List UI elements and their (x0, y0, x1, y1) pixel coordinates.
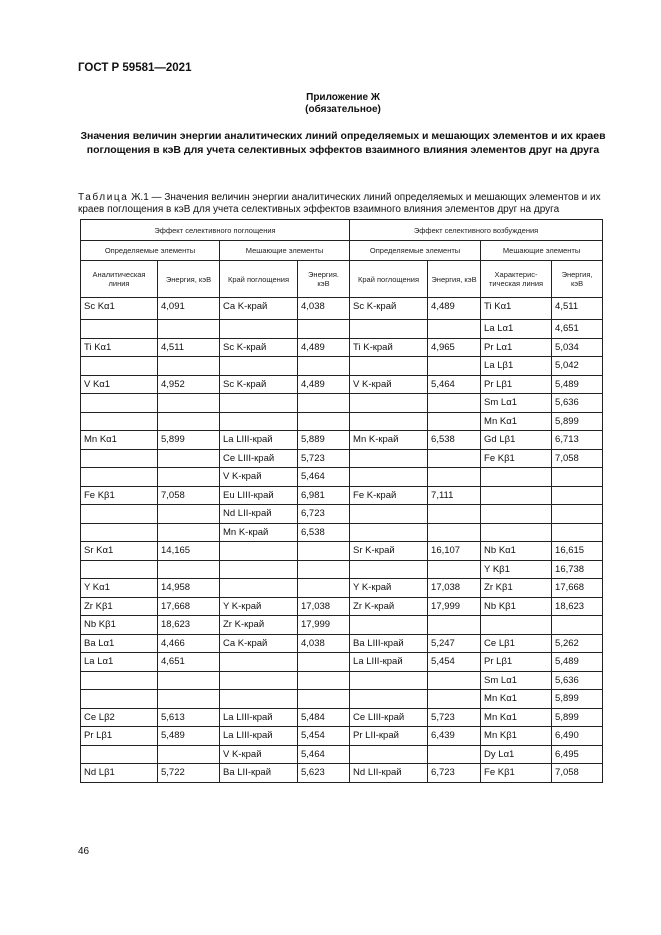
table-cell (158, 505, 220, 524)
subheader-interfering: Мешающие элементы (481, 241, 603, 261)
table-row (81, 338, 603, 357)
table-row (81, 412, 603, 431)
table-cell (298, 320, 350, 339)
table-row (81, 320, 603, 339)
table-cell: Sc K-край (220, 338, 298, 357)
table-cell (350, 690, 428, 709)
table-cell: 5,722 (158, 764, 220, 783)
group-header-absorption: Эффект селективного поглощения (81, 220, 350, 241)
table-cell (350, 449, 428, 468)
table-row (81, 523, 603, 542)
table-cell: 7,111 (428, 486, 481, 505)
table-cell (81, 671, 158, 690)
table-row (81, 394, 603, 413)
table-cell: 4,489 (298, 375, 350, 394)
table-cell: 17,038 (298, 597, 350, 616)
table-cell: Dy Lα1 (481, 745, 552, 764)
table-cell: 5,489 (552, 375, 603, 394)
table-cell: 5,636 (552, 671, 603, 690)
table-cell (220, 412, 298, 431)
table-cell (428, 468, 481, 487)
table-cell (428, 616, 481, 635)
table-row (81, 468, 603, 487)
group-header-excitation: Эффект селективного возбуждения (350, 220, 603, 241)
table-cell: 4,952 (158, 375, 220, 394)
table-cell: 18,623 (552, 597, 603, 616)
column-header: Аналитическая линия (81, 261, 158, 298)
table-cell: La Lα1 (81, 653, 158, 672)
table-cell: Nd LII-край (220, 505, 298, 524)
table-cell: 16,738 (552, 560, 603, 579)
table-cell (350, 616, 428, 635)
table-row (81, 616, 603, 635)
table-cell (158, 690, 220, 709)
table-cell (81, 320, 158, 339)
table-cell: Sc Kα1 (81, 298, 158, 320)
table-cell: La LIII-край (220, 727, 298, 746)
table-cell (350, 560, 428, 579)
column-header: Край поглощения (350, 261, 428, 298)
table-cell (81, 449, 158, 468)
table-cell: 4,038 (298, 298, 350, 320)
table-cell (220, 653, 298, 672)
table-cell: 5,723 (298, 449, 350, 468)
table-cell: 5,464 (428, 375, 481, 394)
table-cell: 5,454 (298, 727, 350, 746)
table-row (81, 357, 603, 376)
table-cell: Y Kα1 (81, 579, 158, 598)
table-cell: Pr LII-край (350, 727, 428, 746)
table-row (81, 708, 603, 727)
table-cell: La Lα1 (481, 320, 552, 339)
table-cell: Sm Lα1 (481, 394, 552, 413)
table-cell (428, 357, 481, 376)
table-cell (220, 320, 298, 339)
table-row (81, 579, 603, 598)
column-header: Энергия, кэВ (552, 261, 603, 298)
table-cell: 6,538 (298, 523, 350, 542)
table-cell: 14,165 (158, 542, 220, 561)
table-cell (428, 523, 481, 542)
table-cell: 7,058 (158, 486, 220, 505)
table-cell: 7,058 (552, 449, 603, 468)
table-row (81, 634, 603, 653)
table-cell: 5,464 (298, 468, 350, 487)
table-cell (298, 560, 350, 579)
table-cell (158, 468, 220, 487)
table-cell: 17,999 (428, 597, 481, 616)
table-cell (298, 671, 350, 690)
table-cell: 5,454 (428, 653, 481, 672)
table-cell: Nb Kβ1 (81, 616, 158, 635)
table-cell: 4,489 (428, 298, 481, 320)
table-cell: La Lβ1 (481, 357, 552, 376)
table-cell (158, 320, 220, 339)
table-cell: 4,038 (298, 634, 350, 653)
table-cell: V K-край (220, 745, 298, 764)
table-cell: 6,723 (428, 764, 481, 783)
table-cell: La LIII-край (220, 431, 298, 450)
table-cell: Y K-край (350, 579, 428, 598)
table-cell (481, 523, 552, 542)
table-cell (481, 505, 552, 524)
table-cell (350, 505, 428, 524)
table-cell: 5,042 (552, 357, 603, 376)
table-cell (552, 486, 603, 505)
table-cell: 4,965 (428, 338, 481, 357)
table-cell: Eu LIII-край (220, 486, 298, 505)
table-cell: 5,899 (158, 431, 220, 450)
table-cell: 5,489 (158, 727, 220, 746)
table-cell (81, 412, 158, 431)
table-cell: 5,613 (158, 708, 220, 727)
table-cell: Ti K-край (350, 338, 428, 357)
table-cell (220, 690, 298, 709)
table-row (81, 542, 603, 561)
table-cell (81, 394, 158, 413)
table-cell: Ce Lβ1 (481, 634, 552, 653)
table-cell (428, 412, 481, 431)
table-cell: 6,723 (298, 505, 350, 524)
table-row (81, 653, 603, 672)
table-cell: Fe Kβ1 (481, 449, 552, 468)
table-cell (81, 357, 158, 376)
column-header: Энергия, кэВ (158, 261, 220, 298)
table-cell (350, 357, 428, 376)
table-cell (552, 523, 603, 542)
table-cell (158, 357, 220, 376)
table-cell: Ti Kα1 (81, 338, 158, 357)
table-cell: Nb Kα1 (481, 542, 552, 561)
table-cell: Pr Lβ1 (481, 653, 552, 672)
table-cell: Sc K-край (350, 298, 428, 320)
table-caption-text: Ж.1 — Значения величин энергии аналитических линий определяемых и мешающих элементов и их краев поглощения в кэВ для учета селективных эффектов взаимного влияния элементов друг на друга (78, 192, 601, 215)
table-cell (428, 745, 481, 764)
table-cell (350, 394, 428, 413)
table-cell: 18,623 (158, 616, 220, 635)
table-cell (481, 468, 552, 487)
table-cell: Zr Kβ1 (81, 597, 158, 616)
table-cell (220, 560, 298, 579)
table-cell (81, 560, 158, 579)
table-cell: 5,899 (552, 412, 603, 431)
table-cell: Mn Kα1 (481, 690, 552, 709)
table-cell (220, 542, 298, 561)
table-cell (158, 745, 220, 764)
table-cell (298, 579, 350, 598)
table-cell (81, 523, 158, 542)
table-cell (220, 579, 298, 598)
table-cell: 6,490 (552, 727, 603, 746)
table-cell: Sm Lα1 (481, 671, 552, 690)
table-row (81, 671, 603, 690)
table-cell: Sr K-край (350, 542, 428, 561)
column-header: Характерис-тическая линия (481, 261, 552, 298)
energy-table (80, 219, 603, 783)
table-cell: 6,439 (428, 727, 481, 746)
table-cell: 16,615 (552, 542, 603, 561)
page-number: 46 (78, 846, 90, 857)
table-cell (158, 412, 220, 431)
table-cell: 4,651 (158, 653, 220, 672)
table-cell (158, 671, 220, 690)
table-cell (158, 560, 220, 579)
table-cell: 17,999 (298, 616, 350, 635)
table-row (81, 449, 603, 468)
table-cell: Zr K-край (220, 616, 298, 635)
table-cell (298, 394, 350, 413)
table-row (81, 298, 603, 320)
table-cell: La LIII-край (350, 653, 428, 672)
table-cell (220, 357, 298, 376)
table-cell: Ce Lβ2 (81, 708, 158, 727)
table-cell: Y Kβ1 (481, 560, 552, 579)
table-row (81, 597, 603, 616)
table-cell: Nd LII-край (350, 764, 428, 783)
table-cell: 17,038 (428, 579, 481, 598)
table-cell (350, 671, 428, 690)
table-cell: Pr Lβ1 (81, 727, 158, 746)
table-cell (350, 412, 428, 431)
table-cell: Fe Kβ1 (81, 486, 158, 505)
table-cell: 5,247 (428, 634, 481, 653)
table-cell: 6,713 (552, 431, 603, 450)
table-cell: Sc K-край (220, 375, 298, 394)
column-header: Край поглощения (220, 261, 298, 298)
table-cell: Mn K-край (220, 523, 298, 542)
table-cell (81, 468, 158, 487)
table-cell: 17,668 (158, 597, 220, 616)
table-cell: Mn Kα1 (481, 708, 552, 727)
table-cell (220, 394, 298, 413)
table-cell (298, 690, 350, 709)
table-cell (298, 357, 350, 376)
table-cell (552, 505, 603, 524)
table-cell: 17,668 (552, 579, 603, 598)
table-cell: Ce LIII-край (220, 449, 298, 468)
table-cell: 4,091 (158, 298, 220, 320)
table-cell (428, 394, 481, 413)
table-cell: V K-край (350, 375, 428, 394)
table-cell: Ca K-край (220, 634, 298, 653)
table-caption-label: Таблица (78, 192, 129, 203)
table-cell (481, 486, 552, 505)
table-cell (428, 560, 481, 579)
appendix-title: Значения величин энергии аналитических линий определяемых и мешающих элементов и их краев поглощения в кэВ для учета селективных эффектов взаимного влияния элементов друг на друга (80, 130, 606, 156)
table-cell: Ce LIII-край (350, 708, 428, 727)
table-cell: Nd Lβ1 (81, 764, 158, 783)
table-cell (298, 412, 350, 431)
table-cell: Mn Kα1 (81, 431, 158, 450)
table-cell (158, 449, 220, 468)
table-cell: Fe K-край (350, 486, 428, 505)
table-cell: Nb Kβ1 (481, 597, 552, 616)
table-cell: Pr Lα1 (481, 338, 552, 357)
table-cell (298, 653, 350, 672)
table-cell: 5,262 (552, 634, 603, 653)
table-cell: Mn Kβ1 (481, 727, 552, 746)
table-cell: Sr Kα1 (81, 542, 158, 561)
table-cell: Ba LII-край (220, 764, 298, 783)
table-row (81, 375, 603, 394)
table-cell: 5,489 (552, 653, 603, 672)
column-header: Энергия, кэВ (428, 261, 481, 298)
table-cell (350, 320, 428, 339)
table-cell: Ba LIII-край (350, 634, 428, 653)
table-cell: 4,511 (158, 338, 220, 357)
table-cell: Ca K-край (220, 298, 298, 320)
table-cell: 5,484 (298, 708, 350, 727)
table-row (81, 486, 603, 505)
table-cell: 6,981 (298, 486, 350, 505)
table-cell: 5,623 (298, 764, 350, 783)
table-cell: 4,511 (552, 298, 603, 320)
table-row (81, 764, 603, 783)
table-cell (552, 468, 603, 487)
table-cell (220, 671, 298, 690)
table-body (81, 298, 603, 783)
table-cell: 5,034 (552, 338, 603, 357)
table-cell (81, 745, 158, 764)
table-cell: Zr K-край (350, 597, 428, 616)
table-cell: V K-край (220, 468, 298, 487)
table-cell: 5,464 (298, 745, 350, 764)
table-cell (428, 505, 481, 524)
appendix-status: (обязательное) (305, 104, 381, 115)
table-row (81, 690, 603, 709)
table-row (81, 745, 603, 764)
table-cell (158, 394, 220, 413)
table-cell: V Kα1 (81, 375, 158, 394)
appendix-label: Приложение Ж (306, 92, 380, 103)
table-cell: Pr Lβ1 (481, 375, 552, 394)
table-cell: Fe Kβ1 (481, 764, 552, 783)
table-cell: Zr Kβ1 (481, 579, 552, 598)
table-cell: Y K-край (220, 597, 298, 616)
appendix-heading (78, 92, 608, 116)
table-cell: 14,958 (158, 579, 220, 598)
table-row (81, 727, 603, 746)
table-cell (158, 523, 220, 542)
table-caption (78, 192, 613, 216)
table-cell: 4,489 (298, 338, 350, 357)
table-cell (350, 468, 428, 487)
table-cell (428, 690, 481, 709)
table-cell: 4,466 (158, 634, 220, 653)
table-cell: 5,899 (552, 708, 603, 727)
table-cell (350, 745, 428, 764)
table-cell (428, 449, 481, 468)
table-cell: Mn Kα1 (481, 412, 552, 431)
table-cell (81, 690, 158, 709)
table-cell: 6,538 (428, 431, 481, 450)
column-header: Энергия. кэВ (298, 261, 350, 298)
table-cell (298, 542, 350, 561)
table-cell: 16,107 (428, 542, 481, 561)
table-cell (81, 505, 158, 524)
table-cell: 5,636 (552, 394, 603, 413)
table-cell (481, 616, 552, 635)
table-row (81, 431, 603, 450)
table-cell: 5,899 (552, 690, 603, 709)
table-cell: 5,889 (298, 431, 350, 450)
table-cell: 5,723 (428, 708, 481, 727)
table-cell (552, 616, 603, 635)
table-cell: Ba Lα1 (81, 634, 158, 653)
subheader-determined: Определяемые элементы (81, 241, 220, 261)
table-cell: 4,651 (552, 320, 603, 339)
table-cell (350, 523, 428, 542)
table-cell: Ti Kα1 (481, 298, 552, 320)
table-cell (428, 320, 481, 339)
table-cell (428, 671, 481, 690)
table-row (81, 505, 603, 524)
table-row (81, 560, 603, 579)
subheader-determined: Определяемые элементы (350, 241, 481, 261)
table-cell: Mn K-край (350, 431, 428, 450)
document-code: ГОСТ Р 59581—2021 (78, 62, 192, 74)
table-cell: 7,058 (552, 764, 603, 783)
subheader-interfering: Мешающие элементы (220, 241, 350, 261)
table-cell: La LIII-край (220, 708, 298, 727)
table-cell: Gd Lβ1 (481, 431, 552, 450)
table-cell: 6,495 (552, 745, 603, 764)
